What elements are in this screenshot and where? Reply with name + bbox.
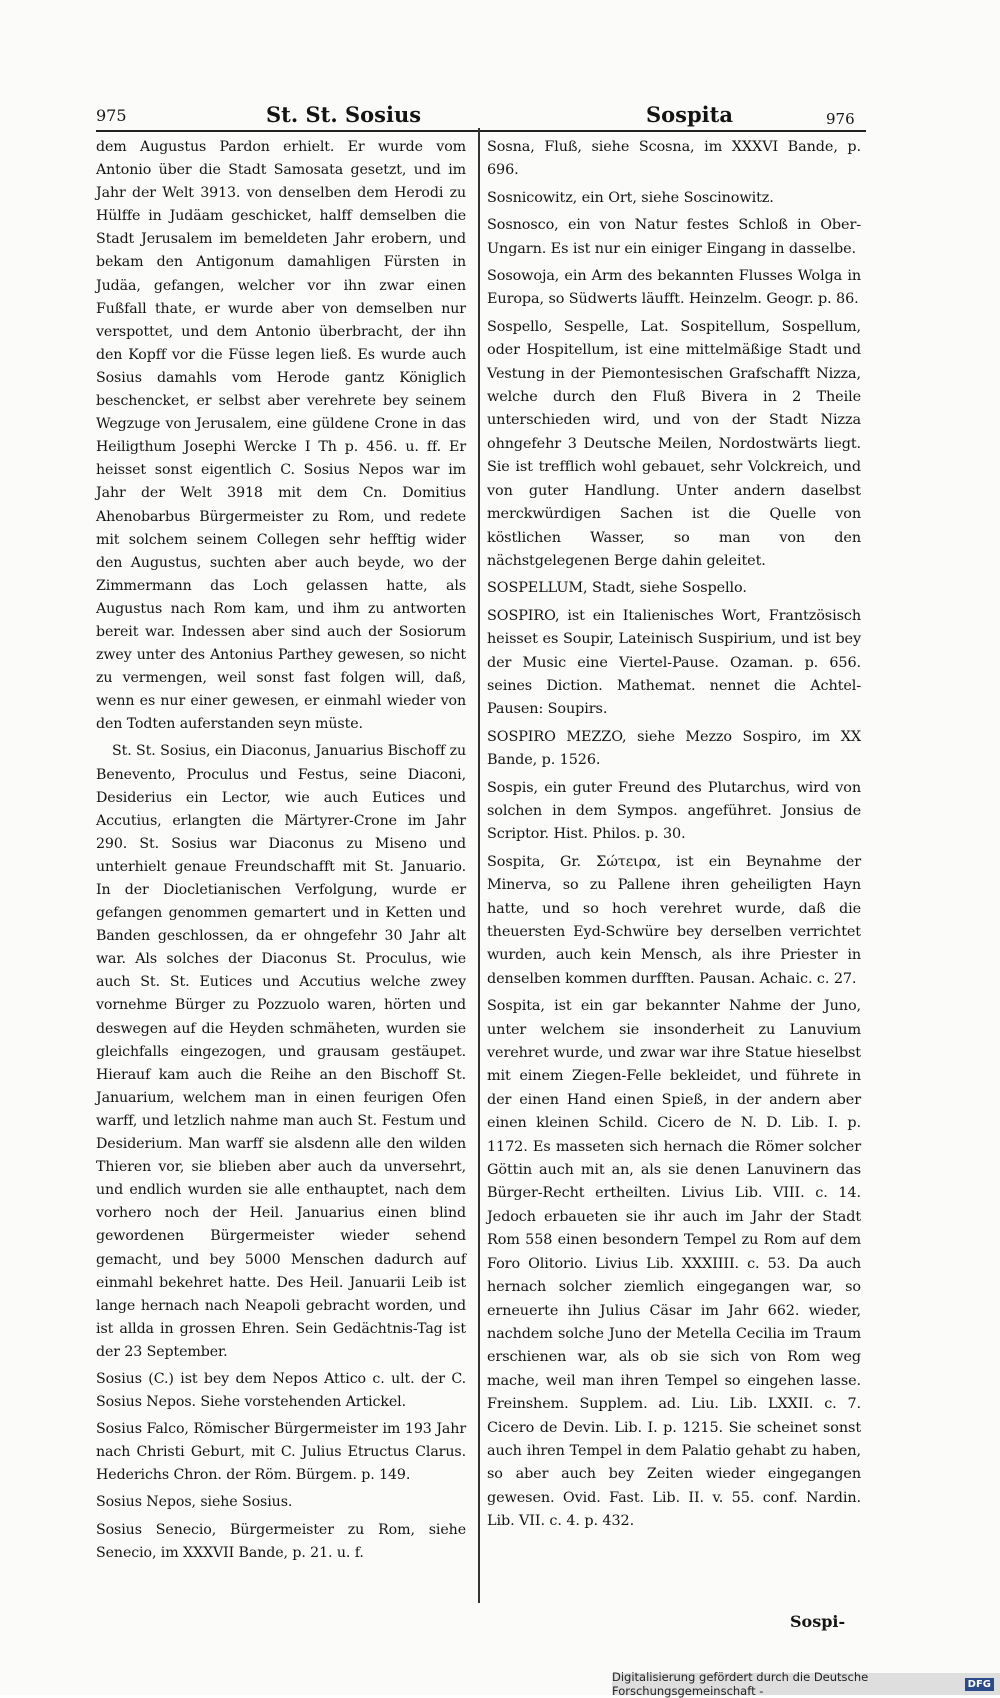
running-title-left: St. St. Sosius <box>266 102 422 127</box>
entry-paragraph: Sosius Senecio, Bürgermeister zu Rom, siehe Senecio, im XXXVII Bande, p. 21. u. f. <box>96 1521 466 1561</box>
entry-paragraph: Sospis, ein guter Freund des Plutarchus, wird von solchen in dem Sympos. angeführet. Jonsius de Scriptor. Hist. Philos. p. 30. <box>487 779 861 843</box>
entry-paragraph: dem Augustus Pardon erhielt. Er wurde vom Antonio über die Stadt Samosata gesetzt, und im Jahr der Welt 3913. von denselben dem Herodi zu Hülffe in Judäam geschicket, halff demselben die Stadt Jerusalem im bemeldeten Jahr erobern, und bekam den Antigonum damahligen Fürsten in Judäa, gefangen, welcher vor ihn zwar einen Fußfall thate, er wurde aber von demselben nur verspottet, und dem Antonio überbracht, der ihn den Kopff vor die Füsse legen ließ. Es wurde auch Sosius damahls vom Herode gantz Königlich beschencket, er selbst aber verehrete bey seinem Wegzuge von Jerusalem, eine güldene Crone in das Heiligthum Josephi Wercke I Th p. 456. u. ff. Er heisset sonst eigentlich C. Sosius Nepos war im Jahr der Welt 3918 mit dem Cn. Domitius Ahenobarbus Bürgermeister zu Rom, und redete mit solchem seinem Collegen sehr hefftig wider den Augustus, suchten aber auch beyde, wo der Zimmermann das Loch gelassen hatte, als Augustus nach Rom kam, und ihm zu antworten bereit war. Indessen aber sind auch der Sosiorum zwey unter des Antonius Parthey gewesen, so nicht zu vermengen, weil sonst fast folgen will, daß, wenn es nur einer gewesen, er einmahl wieder von den Todten auferstanden seyn müste. <box>96 139 466 733</box>
running-title-right: Sospita <box>646 102 733 127</box>
entry-paragraph: Sosowoja, ein Arm des bekannten Flusses Wolga in Europa, so Südwerts läufft. Heinzelm. Geogr. p. 86. <box>487 268 861 308</box>
entry-paragraph: Sosnicowitz, ein Ort, siehe Soscinowitz. <box>487 189 774 206</box>
page-number-right: 976 <box>826 110 855 128</box>
entry-paragraph: Sospita, Gr. Σώτειρα, ist ein Beynahme der Minerva, so zu Pallene ihren geheiligten Hayn hatte, und so hoch verehret wurde, daß die theuersten Eyd-Schwüre bey derselben verrichtet wurden, auch kein Mensch, als ihre Priester in denselben kommen durfften. Pausan. Achaic. c. 27. <box>487 853 861 987</box>
digitization-footer <box>612 1670 1000 1698</box>
entry-paragraph: SOSPELLUM, Stadt, siehe Sospello. <box>487 580 747 597</box>
header-rule <box>96 130 866 132</box>
entry-paragraph: St. St. Sosius, ein Diaconus, Januarius Bischoff zu Benevento, Proculus und Festus, seine Diaconi, Desiderius ein Lector, wie auch Eutices und Accutius, erlangten die Märtyrer-Crone im Jahr 290. St. Sosius war Diaconus zu Miseno und unterhielt genaue Freundschafft mit St. Januario. In der Diocletianischen Verfolgung, wurde er gefangen genommen gemartert und in Ketten und Banden geschlossen, da er ohngefehr 30 Jahr alt war. Als solches der Diaconus St. Proculus, wie auch St. St. Eutices und Accutius welche zwey vornehme Bürger zu Pozzuolo waren, hörten und deswegen auf die Heyden schmäheten, wurden sie gleichfalls eingezogen, und grausam gestäupet. Hierauf kam auch die Reihe an den Bischoff St. Januarium, welchem man in einen feurigen Ofen warff, und letzlich nahme man auch St. Festum und Desiderium. Man warff sie alsdenn alle den wilden Thieren vor, sie blieben aber auch da unversehrt, und endlich wurden sie alle enthauptet, nach dem vorhero noch der Heil. Januarius einen blind gewordenen Bürgermeister wieder sehend gemacht, und bey 5000 Menschen dadurch auf einmahl bekehret hatte. Des Heil. Januarii Leib ist lange hernach nach Neapoli gebracht worden, und ist allda in grossen Ehren. Sein Gedächtnis-Tag ist der 23 September. <box>96 743 466 1360</box>
entry-paragraph: Sosnosco, ein von Natur festes Schloß in Ober-Ungarn. Es ist nur ein einiger Eingang in dasselbe. <box>487 217 861 257</box>
right-column <box>487 136 861 1538</box>
footer-text: Digitalisierung gefördert durch die Deutsche Forschungsgemeinschaft - <box>612 1670 869 1698</box>
catchword: Sospi- <box>790 1612 846 1631</box>
entry-paragraph: Sosius Falco, Römischer Bürgermeister im 193 Jahr nach Christi Geburt, mit C. Julius Etructus Clarus. Hederichs Chron. der Röm. Bürgem. p. 149. <box>96 1421 466 1484</box>
entry-paragraph: Sospello, Sespelle, Lat. Sospitellum, Sospellum, oder Hospitellum, ist eine mittelmäßige Stadt und Vestung in der Piemontesischen Grafschafft Nizza, welche durch den Fluß Bivera in 2 Theile unterschieden wird, und von der Stadt Nizza ohngefehr 3 Deutsche Meilen, Nordostwärts liegt. Sie ist trefflich wohl gebauet, sehr Volckreich, und von guter Handlung. Unter andern daselbst merckwürdigen Sachen ist die Quelle von köstlichen Wasser, so man von den nächstgelegenen Berge dahin geleitet. <box>487 318 861 569</box>
entry-paragraph: SOSPIRO MEZZO, siehe Mezzo Sospiro, im XX Bande, p. 1526. <box>487 728 861 769</box>
entry-paragraph: SOSPIRO, ist ein Italienisches Wort, Frantzösisch heisset es Soupir, Lateinisch Suspirium, und ist bey der Music eine Viertel-Pause. Ozaman. p. 656. seines Diction. Mathemat. nennet die Achtel-Pausen: Soupirs. <box>487 607 861 718</box>
entry-paragraph: Sosius (C.) ist bey dem Nepos Attico c. ult. der C. Sosius Nepos. Siehe vorstehenden Artickel. <box>96 1370 466 1411</box>
page-number-left: 975 <box>96 106 127 125</box>
entry-paragraph: Sospita, ist ein gar bekannter Nahme der Juno, unter welchem sie insonderheit zu Lanuvium verehret wurde, und zwar war ihre Statue hieselbst mit einem Ziegen-Felle bekleidet, und führete in der einen Hand einen Spieß, in der andern aber einen kleinen Schild. Cicero de N. D. Lib. I. p. 1172. Es masseten sich hernach die Römer solcher Göttin auch mit an, als sie denen Lanuvinern das Bürger-Recht ertheilten. Livius Lib. VIII. c. 14. Jedoch erbaueten sie ihr auch im Jahr der Stadt Rom 558 einen besondern Tempel zu Rom auf dem Foro Olitorio. Livius Lib. XXXIIII. c. 53. Da auch hernach solcher ziemlich eingegangen war, so erneuerte ihn Julius Cäsar im Jahr 662. wieder, nachdem solche Juno der Metella Cecilia im Traum erschienen war, als ob sie sich von Rom weg mache, weil man ihren Tempel so eingehen lasse. Freinshem. Supplem. ad. Liu. Lib. LXXII. c. 7. Cicero de Devin. Lib. I. p. 1215. Sie scheinet sonst auch ihren Tempel in dem Palatio gehabt zu haben, so aber auch bey Zeiten wieder eingegangen gewesen. Ovid. Fast. Lib. II. v. 55. conf. Nardin. Lib. VII. c. 4. p. 432. <box>487 998 861 1530</box>
page-header <box>96 102 866 132</box>
entry-paragraph: Sosna, Fluß, siehe Scosna, im XXXVI Bande, p. 696. <box>487 139 861 179</box>
column-divider <box>478 128 480 1603</box>
dfg-logo: DFG <box>965 1678 994 1691</box>
left-column <box>96 136 466 1569</box>
entry-paragraph: Sosius Nepos, siehe Sosius. <box>96 1494 293 1511</box>
